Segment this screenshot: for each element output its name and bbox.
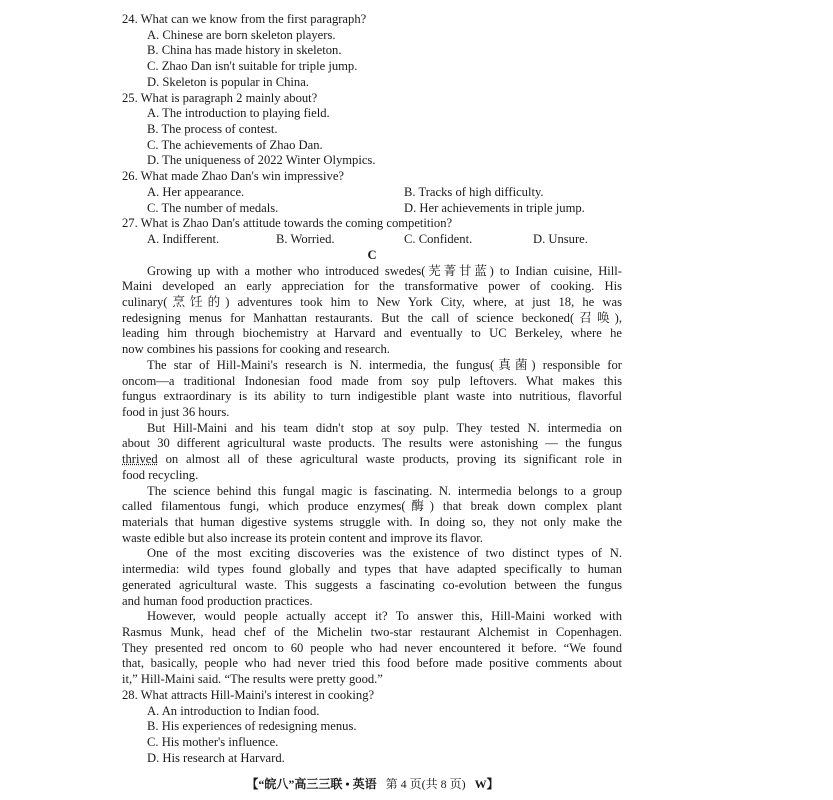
passage-line: culinary(烹饪的) adventures took him to New York City, where, at just 18, he was — [122, 294, 622, 309]
option: D. The uniqueness of 2022 Winter Olympics. — [147, 153, 376, 168]
passage-line: Rasmus Munk, head chef of the Michelin two-star restaurant Alchemist in Copenhagen. — [122, 625, 622, 640]
passage-line: food in just 36 hours. — [122, 404, 230, 419]
passage-line: They presented red oncom to 60 people who had never encountered it before. “We found — [122, 640, 622, 655]
option: D. Unsure. — [533, 232, 588, 247]
passage-line: Growing up with a mother who introduced swedes(芜菁甘蓝) to Indian cuisine, Hill- — [147, 263, 622, 278]
passage-line: The science behind this fungal magic is fascinating. N. intermedia belongs to a group — [147, 483, 622, 498]
passage-line: redesigning menus for Manhattan restaurants. But the call of science beckoned(召唤), — [122, 310, 622, 325]
passage-line: Maini developed an early appreciation for the transformative power of cooking. His — [122, 279, 622, 294]
option: C. His mother's influence. — [147, 735, 279, 750]
question-27-stem: 27. What is Zhao Dan's attitude towards the coming competition? — [122, 216, 453, 231]
option: C. Zhao Dan isn't suitable for triple jump. — [147, 59, 358, 74]
option: D. Her achievements in triple jump. — [404, 200, 585, 215]
passage-line: oncom—a traditional Indonesian food made from soy pulp leftovers. What makes this — [122, 373, 622, 388]
option-row — [122, 201, 622, 217]
passage-line: called filamentous fungi, which produce enzymes(酶) that break down complex plant — [122, 499, 622, 514]
passage-line: waste edible but also increase its protein content and improve its flavor. — [122, 530, 483, 545]
passage-line: about 30 different agricultural waste products. The results were astonishing — the fungus — [122, 436, 622, 451]
footer-code: W】 — [474, 777, 499, 791]
passage-line: But Hill-Maini and his team didn't stop at soy pulp. They tested N. intermedia on — [147, 420, 622, 435]
exam-page — [122, 12, 622, 767]
passage-line: food recycling. — [122, 467, 199, 482]
section-label: C — [367, 247, 377, 262]
option: B. Tracks of high difficulty. — [404, 184, 544, 199]
question-25-stem: 25. What is paragraph 2 mainly about? — [122, 90, 318, 105]
passage-line: However, would people actually accept it? To answer this, Hill-Maini worked with — [147, 609, 622, 624]
passage-line: materials that human digestive systems struggle with. In doing so, they not only make the — [122, 515, 622, 529]
option: A. An introduction to Indian food. — [147, 703, 320, 718]
option: A. Her appearance. — [147, 184, 245, 199]
underlined-word: thrived — [122, 452, 158, 467]
option: A. Indifferent. — [147, 232, 220, 247]
option: B. His experiences of redesigning menus. — [147, 719, 357, 734]
option: D. His research at Harvard. — [147, 750, 285, 765]
footer-exam-name: 【“皖八”高三三联 • 英语 — [246, 777, 377, 791]
question-24-stem: 24. What can we know from the first paragraph? — [122, 12, 367, 26]
passage-line: One of the most exciting discoveries was the existence of two distinct types of N. — [147, 546, 622, 561]
option: B. Worried. — [276, 232, 335, 247]
passage-line: fungus extraordinary is its ability to turn indigestible plant waste into nutritious, flavorful — [122, 389, 622, 404]
footer-page-number: 第 4 页(共 8 页) — [385, 777, 466, 791]
passage-line: that, basically, people who had never tried this food before made positive comments about — [122, 656, 622, 671]
option: C. The achievements of Zhao Dan. — [147, 137, 323, 152]
passage-line — [122, 452, 622, 468]
passage-line: The star of Hill-Maini's research is N. intermedia, the fungus(真菌) responsible for — [147, 357, 622, 372]
passage-line: and human food production practices. — [122, 593, 313, 608]
passage-text: on almost all of these agricultural waste products, proving its significant role in — [165, 452, 622, 467]
passage-line: generated agricultural waste. This suggests a fascinating co-evolution between the fungus — [122, 577, 622, 592]
passage-line: intermedia: wild types found globally and types that have adapted specifically to human — [122, 562, 622, 577]
option-row — [122, 232, 622, 248]
passage-line: it,” Hill-Maini said. “The results were pretty good.” — [122, 672, 383, 687]
option-row — [122, 185, 622, 201]
passage-line: now combines his passions for cooking and research. — [122, 342, 390, 357]
option: A. Chinese are born skeleton players. — [147, 27, 336, 42]
option: D. Skeleton is popular in China. — [147, 74, 309, 89]
option: C. The number of medals. — [147, 200, 279, 215]
question-28-stem: 28. What attracts Hill-Maini's interest in cooking? — [122, 687, 375, 702]
option: A. The introduction to playing field. — [147, 106, 330, 121]
question-26-stem: 26. What made Zhao Dan's win impressive? — [122, 169, 345, 184]
passage-line: leading him through biochemistry at Harvard and eventually to UC Berkeley, where he — [122, 326, 622, 341]
option: C. Confident. — [404, 232, 473, 247]
page-footer — [0, 775, 745, 792]
option: B. China has made history in skeleton. — [147, 43, 342, 58]
option: B. The process of contest. — [147, 122, 278, 137]
